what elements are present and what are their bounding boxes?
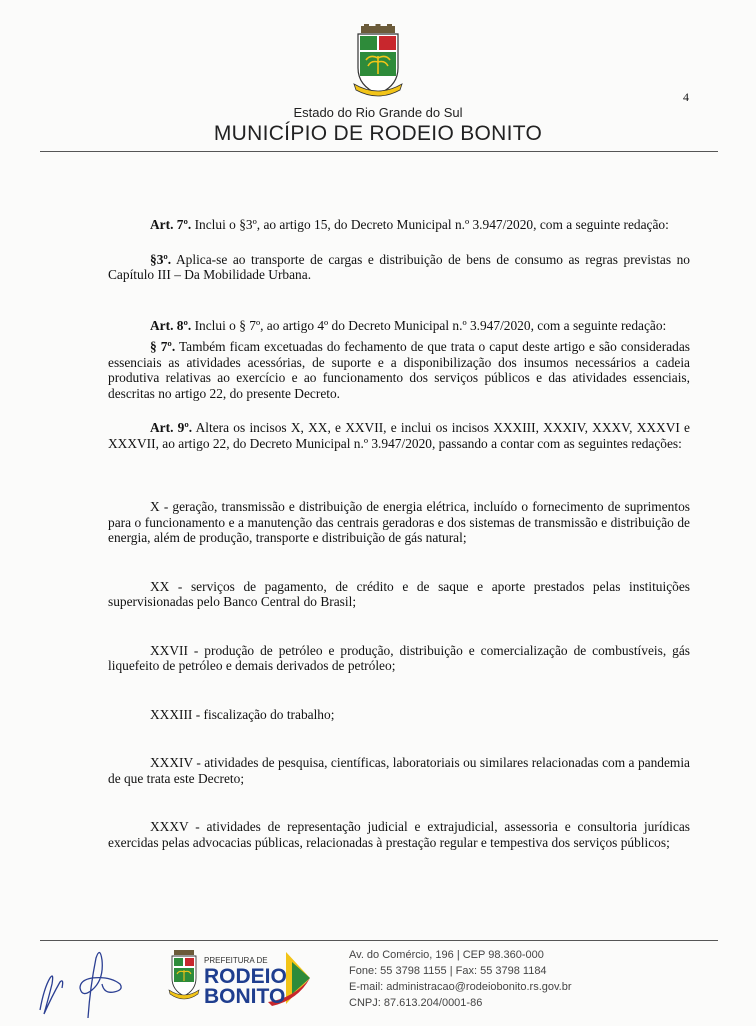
art7-para-label: §3º. <box>150 251 172 267</box>
art7-text: Inclui o §3º, ao artigo 15, do Decreto Municipal n.º 3.947/2020, com a seguinte redação: <box>191 217 669 232</box>
signature-icon <box>30 938 150 1020</box>
art8-paragraph <box>108 318 690 334</box>
logo-line2-text: BONITO <box>204 985 286 1008</box>
coat-of-arms-icon <box>352 24 404 100</box>
prefeitura-logo <box>168 948 318 1008</box>
page-number: 4 <box>683 90 689 104</box>
inciso-xxxiv: XXXIV - atividades de pesquisa, científicas, laboratoriais ou similares relacionadas com a pandemia de que trata este Decreto; <box>108 755 690 786</box>
footer-phone: Fone: 55 3798 1155 | Fax: 55 3798 1184 <box>349 965 547 977</box>
logo-crest-icon <box>169 950 199 999</box>
inciso-xxvii: XXVII - produção de petróleo e produção, distribuição e comercialização de combustíveis, gás liquefeito de petróleo e demais derivados de petróleo; <box>108 642 690 673</box>
logo-small-text: PREFEITURA DE <box>204 956 268 965</box>
art7-paragraph <box>108 217 690 233</box>
decree-body <box>108 217 690 850</box>
footer-email: E-mail: administracao@rodeiobonito.rs.gov.br <box>349 981 572 993</box>
header-state: Estado do Rio Grande do Sul <box>293 105 463 120</box>
art7-sub-paragraph <box>108 252 690 283</box>
inciso-xx: XX - serviços de pagamento, de crédito e de saque e aporte prestados pelas instituições supervisionadas pelo Banco Central do Brasil; <box>108 578 690 609</box>
art9-heading: Art. 9º. <box>150 420 193 435</box>
footer-contact <box>349 947 709 1011</box>
art9-paragraph <box>108 420 690 451</box>
footer-cnpj: CNPJ: 87.613.204/0001-86 <box>349 997 483 1009</box>
art8-heading: Art. 8º. <box>150 317 192 333</box>
art9-text: Altera os incisos X, XX, e XXVII, e inclui os incisos XXXIII, XXXIV, XXXV, XXXVI e XXXVII, ao artigo 22, do Decreto Municipal n.º 3.947/2020, passando a contar com as seguintes redações: <box>108 420 691 451</box>
header-municipality: MUNICÍPIO DE RODEIO BONITO <box>213 122 543 145</box>
footer-address: Av. do Comércio, 196 | CEP 98.360-000 <box>349 949 544 961</box>
art8-para-text: Também ficam excetuadas do fechamento de que trata o caput deste artigo e são consideradas essenciais as atividades acessórias, de suporte e a disponibilização dos insumos necessários a cadeia produtiva relativas ao exercício e ao funcionamento dos serviços públicos e das atividades essenciais, descritas no artigo 22, do presente Decreto. <box>108 339 690 401</box>
art7-para-text: Aplica-se ao transporte de cargas e distribuição de bens de consumo as regras previstas no Capítulo III – Da Mobilidade Urbana. <box>108 251 690 282</box>
art8-text: Inclui o § 7º, ao artigo 4º do Decreto Municipal n.º 3.947/2020, com a seguinte redação: <box>191 317 667 333</box>
inciso-xxxiii: XXXIII - fiscalização do trabalho; <box>150 706 335 722</box>
art7-heading: Art. 7º. <box>150 217 192 232</box>
art8-sub-paragraph <box>108 339 690 401</box>
logo-line1-text: RODEIO <box>204 965 287 988</box>
art8-para-label: § 7º. <box>150 339 176 354</box>
inciso-xxxv: XXXV - atividades de representação judicial e extrajudicial, assessoria e consultoria jurídicas exercidas pelas advocacias públicas, relacionadas à prestação regular e tempestiva dos serviços públicos; <box>108 819 690 850</box>
inciso-x: X - geração, transmissão e distribuição de energia elétrica, incluído o fornecimento de suprimentos para o funcionamento e a manutenção das centrais geradoras e dos sistemas de transmissão e distribuição de energia, além de produção, transporte e distribuição de gás natural; <box>108 499 690 545</box>
header-divider <box>40 151 718 152</box>
